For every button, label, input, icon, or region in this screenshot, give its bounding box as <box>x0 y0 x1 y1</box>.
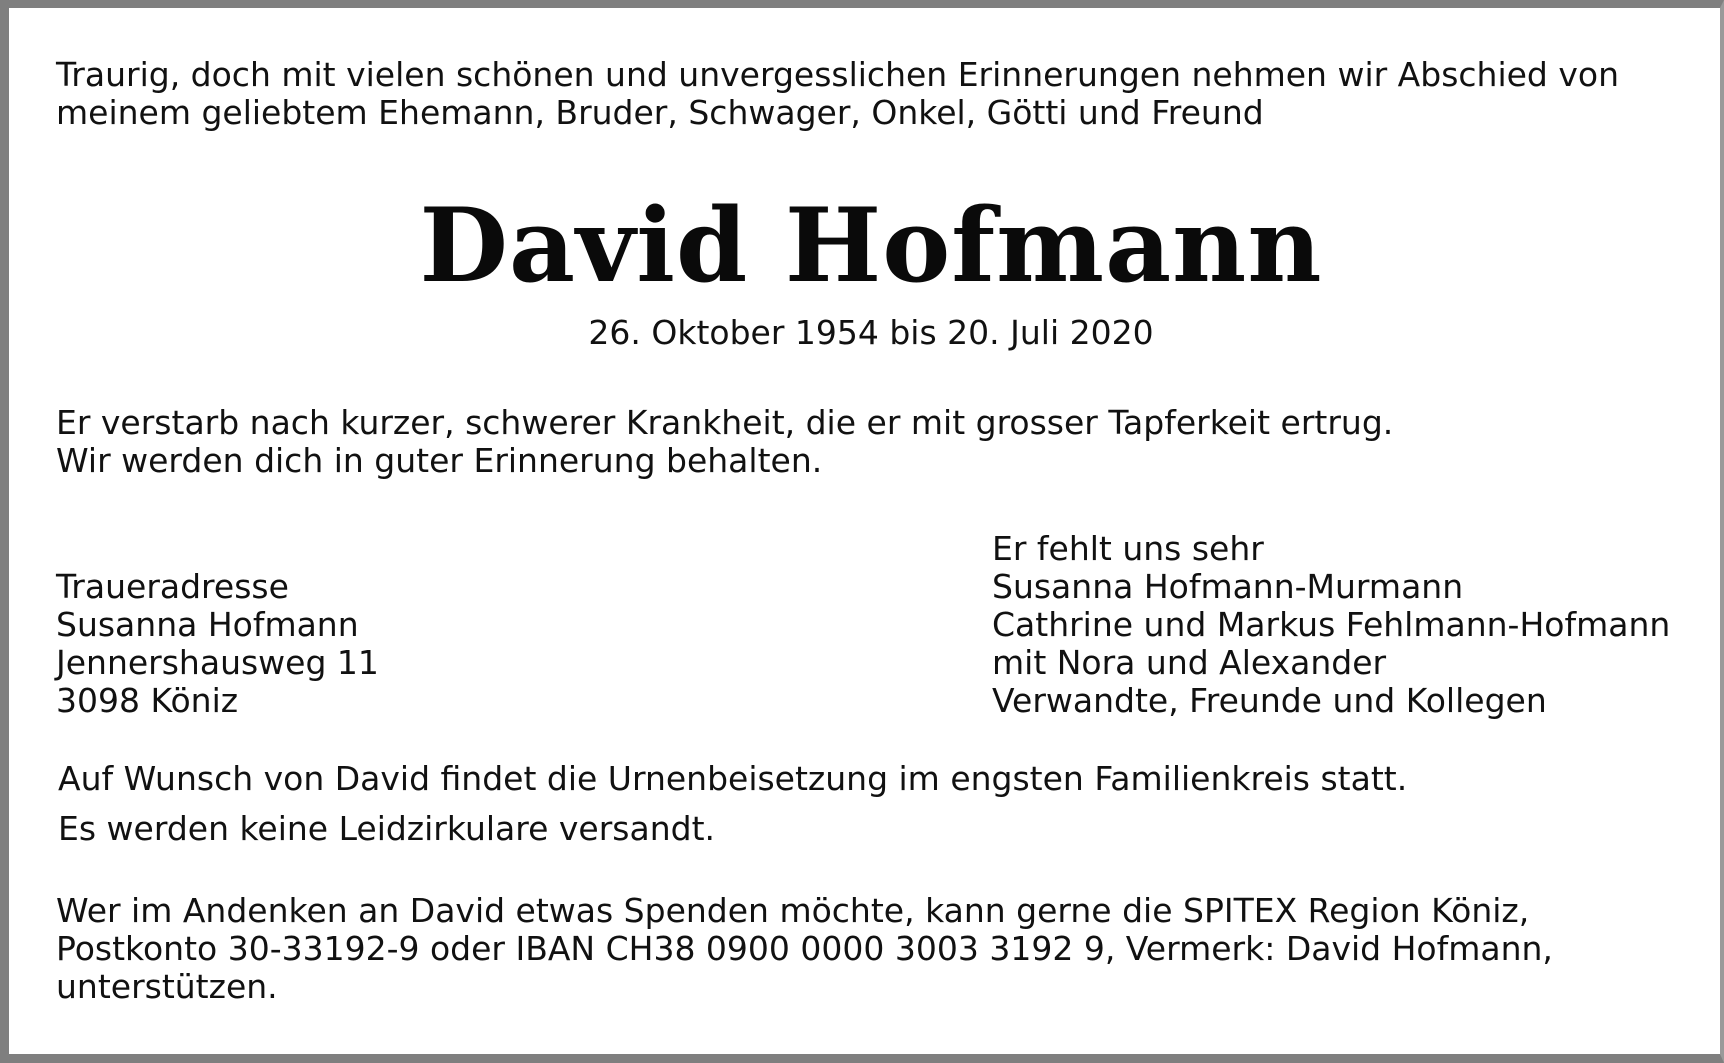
mourners-list <box>992 530 1670 720</box>
burial-notice <box>58 760 1407 798</box>
address-heading: Traueradresse <box>56 567 289 606</box>
mourner-line: Verwandte, Freunde und Kollegen <box>992 681 1547 720</box>
mourner-line: Susanna Hofmann-Murmann <box>992 567 1464 606</box>
address-street: Jennershausweg 11 <box>56 643 379 682</box>
burial-line: Auf Wunsch von David findet die Urnenbeisetzung im engsten Familienkreis statt. <box>58 759 1408 798</box>
donation-line-2: Postkonto 30-33192-9 oder IBAN CH38 0900 0000 3003 3192 9, Vermerk: David Hofmann, <box>56 929 1553 968</box>
mourner-line: mit Nora und Alexander <box>992 643 1387 682</box>
message-text <box>56 404 1393 480</box>
mourners-heading: Er fehlt uns sehr <box>992 529 1264 568</box>
intro-line-1: Traurig, doch mit vielen schönen und unvergesslichen Erinnerungen nehmen wir Abschied von <box>56 55 1619 94</box>
intro-text <box>56 56 1619 132</box>
deceased-name: David Hofmann <box>419 186 1323 306</box>
donation-line-1: Wer im Andenken an David etwas Spenden möchte, kann gerne die SPITEX Region Köniz, <box>56 891 1530 930</box>
message-line-2: Wir werden dich in guter Erinnerung behalten. <box>56 441 823 480</box>
life-dates: 26. Oktober 1954 bis 20. Juli 2020 <box>588 313 1154 352</box>
message-line-1: Er verstarb nach kurzer, schwerer Krankheit, die er mit grosser Tapferkeit ertrug. <box>56 403 1394 442</box>
circulars-notice <box>58 810 715 848</box>
intro-line-2: meinem geliebtem Ehemann, Bruder, Schwager, Onkel, Götti und Freund <box>56 93 1264 132</box>
address-city: 3098 Köniz <box>56 681 239 720</box>
donation-text <box>56 892 1553 1006</box>
mourning-address <box>56 568 379 720</box>
circulars-line: Es werden keine Leidzirkulare versandt. <box>58 809 716 848</box>
mourner-line: Cathrine und Markus Fehlmann-Hofmann <box>992 605 1671 644</box>
donation-line-3: unterstützen. <box>56 967 278 1006</box>
address-name: Susanna Hofmann <box>56 605 359 644</box>
